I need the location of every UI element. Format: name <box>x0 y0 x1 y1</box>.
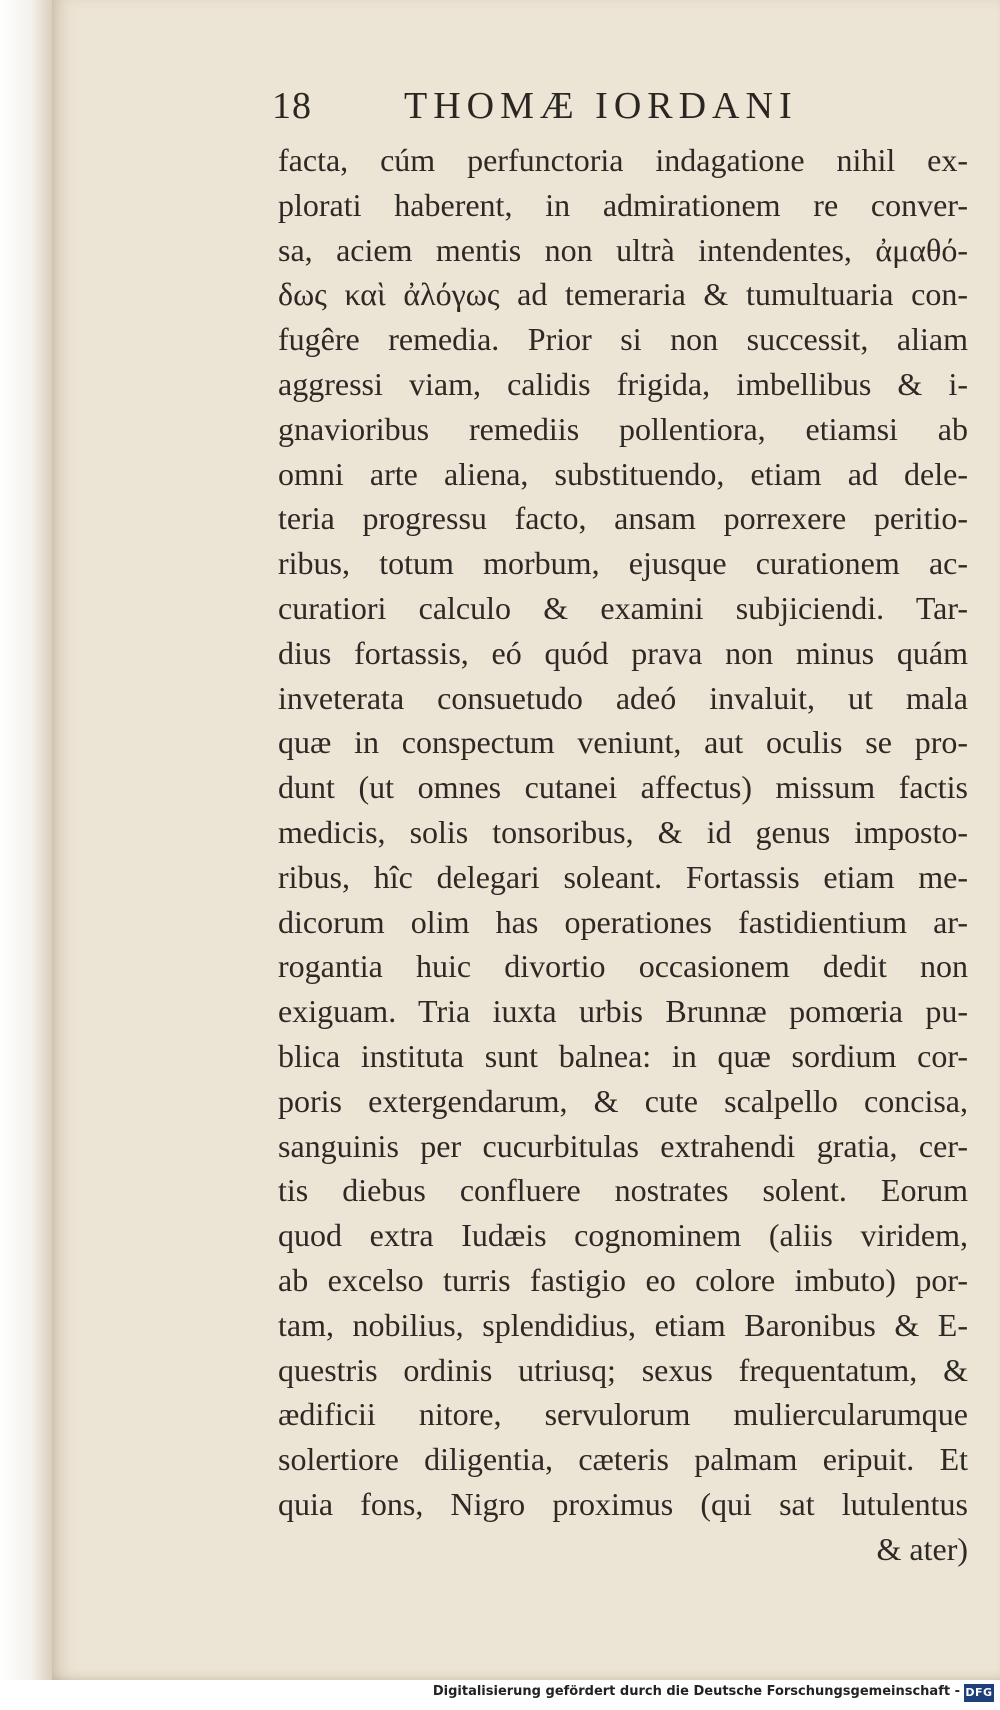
text-line: aggressi viam, calidis frigida, imbellibus & i- <box>278 365 968 402</box>
text-line: blica instituta sunt balnea: in quæ sordium cor- <box>278 1037 968 1074</box>
text-line: facta, cúm perfunctoria indagatione nihil ex- <box>278 142 968 178</box>
page-header <box>272 84 912 134</box>
text-line: dicorum olim has operationes fastidientium ar- <box>278 903 968 940</box>
text-line: ab excelso turris fastigio eo colore imbuto) por- <box>278 1261 968 1298</box>
text-line: plorati haberent, in admirationem re conver- <box>278 186 968 223</box>
running-title: THOMÆ IORDANI <box>404 85 798 127</box>
text-line: quæ in conspectum veniunt, aut oculis se pro- <box>278 724 968 761</box>
text-line: sanguinis per cucurbitulas extrahendi gratia, cer- <box>278 1127 968 1164</box>
text-line: poris extergendarum, & cute scalpello concisa, <box>278 1082 968 1119</box>
catchword: & ater) <box>876 1530 968 1567</box>
text-line: fugêre remedia. Prior si non successit, aliam <box>278 321 968 358</box>
text-line: omni arte aliena, substituendo, etiam ad dele- <box>278 455 968 492</box>
text-line: δως καὶ ἀλόγως ad temeraria & tumultuaria con- <box>278 276 968 313</box>
text-line: gnavioribus remediis pollentiora, etiamsi ab <box>278 410 968 447</box>
text-line: solertiore diligentia, cæteris palmam eripuit. Et <box>278 1441 968 1478</box>
text-line: exiguam. Tria iuxta urbis Brunnæ pomœria pu- <box>278 993 968 1030</box>
digitization-footer <box>0 1680 1000 1710</box>
text-line: dius fortassis, eó quód prava non minus quám <box>278 634 968 671</box>
text-line: ædificii nitore, servulorum muliercularumque <box>278 1396 968 1433</box>
page-gutter <box>0 0 52 1680</box>
text-line: tam, nobilius, splendidius, etiam Baronibus & E- <box>278 1306 968 1343</box>
text-line: dunt (ut omnes cutanei affectus) missum factis <box>278 769 968 806</box>
funding-credit: Digitalisierung gefördert durch die Deutsche Forschungsgemeinschaft - <box>432 1684 960 1699</box>
text-line: curatiori calculo & examini subjiciendi. Tar- <box>278 589 968 626</box>
text-line: inveterata consuetudo adeó invaluit, ut mala <box>278 679 968 716</box>
page-number: 18 <box>272 85 312 127</box>
dfg-logo: DFG <box>964 1684 994 1702</box>
text-line: tis diebus confluere nostrates solent. Eorum <box>278 1172 968 1209</box>
text-line: ribus, totum morbum, ejusque curationem ac- <box>278 545 968 582</box>
text-line: rogantia huic divortio occasionem dedit non <box>278 948 968 985</box>
text-line: ribus, hîc delegari soleant. Fortassis etiam me- <box>278 858 968 895</box>
text-line: medicis, solis tonsoribus, & id genus imposto- <box>278 813 968 850</box>
text-line: quia fons, Nigro proximus (qui sat lutulentus <box>278 1485 968 1522</box>
text-line: sa, aciem mentis non ultrà intendentes, ἀμαθό- <box>278 231 968 268</box>
body-text <box>278 138 968 1572</box>
text-line: questris ordinis utriusq; sexus frequentatum, & <box>278 1351 968 1388</box>
text-line: teria progressu facto, ansam porrexere peritio- <box>278 500 968 537</box>
text-line: quod extra Iudæis cognominem (aliis viridem, <box>278 1217 968 1254</box>
